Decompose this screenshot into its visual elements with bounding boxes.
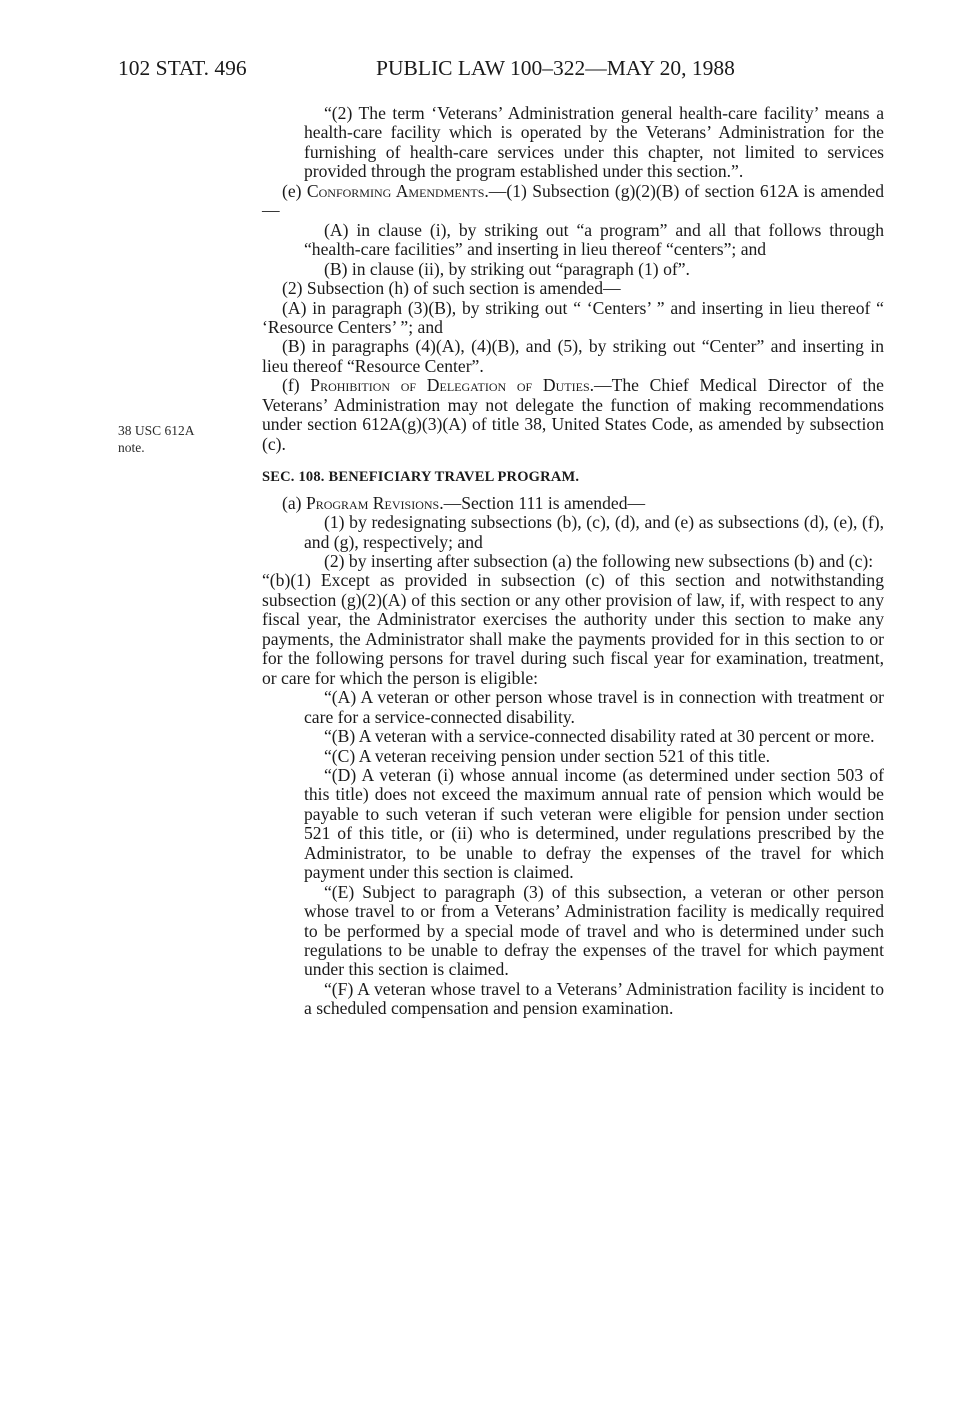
clause-a-centers: (A) in paragraph (3)(B), by striking out “ ‘Centers’ ” and inserting in lieu thereof “ ‘Resource Centers’ ”; and <box>262 297 884 337</box>
clause-b: (B) in clause (ii), by striking out “paragraph (1) of”. <box>324 258 690 279</box>
subsection-label: (f) <box>282 375 311 396</box>
section-heading: SEC. 108. BENEFICIARY TRAVEL PROGRAM. <box>262 469 580 486</box>
clause-b-resource-center: (B) in paragraphs (4)(A), (4)(B), and (5), by striking out “Center” and inserting in lieu thereof “Resource Center”. <box>262 336 884 376</box>
subsection-heading: Conforming Amendments <box>306 180 485 201</box>
paragraph-program-revisions <box>262 494 884 513</box>
item-f: “(F) A veteran whose travel to a Veterans’ Administration facility is incident to a scheduled compensation and pension examination. <box>304 978 884 1019</box>
subsection-label: (e) <box>282 180 307 201</box>
margin-note-suffix: note. <box>118 440 145 455</box>
paragraph-definition: “(2) The term ‘Veterans’ Administration general health-care facility’ means a health-care facility which is operated by the Veterans’ Administration for the furnishing of health-care services under this chapter, not limited to services provided through the program established under this section.”. <box>304 103 884 182</box>
item-a: “(A) A veteran or other person whose travel is in connection with treatment or care for a service-connected disability. <box>304 687 884 727</box>
subsection-text: .—(1) Subsection (g)(2)(B) of section 612A is amended— <box>262 180 884 221</box>
margin-note <box>118 422 195 456</box>
amendment-2: (2) by inserting after subsection (a) the following new subsections (b) and (c): <box>324 550 874 571</box>
running-head: PUBLIC LAW 100–322—MAY 20, 1988 <box>376 56 735 80</box>
item-b: “(B) A veteran with a service-connected disability rated at 30 percent or more. <box>324 726 875 747</box>
subsection-text: .—Section 111 is amended— <box>439 492 646 513</box>
subsection-heading: Prohibition of Delegation of Duties <box>310 375 590 396</box>
body-text <box>262 104 884 1019</box>
paragraph-subsection-h: (2) Subsection (h) of such section is amended— <box>282 278 621 299</box>
subsection-heading: Program Revisions <box>305 492 440 513</box>
margin-note-citation: 38 USC 612A <box>118 423 195 438</box>
paragraph-b1: “(b)(1) Except as provided in subsection (c) of this section and notwithstanding subsection (g)(2)(A) of this section or any other provision of law, if, with respect to any fiscal year, the Administrator exercises the authority under this section to make any payments, the Administrator shall make the payments provided for in this section to or for the following persons for travel during such fiscal year for examination, treatment, or care for which the person is eligible: <box>262 570 884 688</box>
paragraph-prohibition <box>262 376 884 454</box>
page-header <box>0 56 958 86</box>
paragraph-conforming-amendments <box>262 182 884 221</box>
item-d: “(D) A veteran (i) whose annual income (as determined under section 503 of this title) does not exceed the maximum annual rate of pension which would be payable to such veteran if such veteran were eligible for pension under section 521 of this title, or (ii) who is determined, under regulations prescribed by the Administrator, to be unable to defray the expenses of the travel for which payment under this section is claimed. <box>304 764 884 883</box>
amendment-1: (1) by redesignating subsections (b), (c), (d), and (e) as subsections (d), (e), (f), and (g), respectively; and <box>304 512 884 552</box>
subsection-label: (a) <box>282 492 306 513</box>
item-e: “(E) Subject to paragraph (3) of this subsection, a veteran or other person whose travel to or from a Veterans’ Administration facility is medically required to be performed by a special mode of travel and who is determined under such regulations to be unable to defray the expenses of the travel for which payment under this section is claimed. <box>304 881 884 980</box>
item-c: “(C) A veteran receiving pension under section 521 of this title. <box>324 745 771 766</box>
stat-page-number: 102 STAT. 496 <box>118 56 247 80</box>
subsection-text: .—The Chief Medical Director of the Veterans’ Administration may not delegate the function of making recommendations under section 612A(g)(3)(A) of title 38, United States Code, as amended by subsection (c). <box>262 375 884 454</box>
clause-a: (A) in clause (i), by striking out “a program” and all that follows through “health-care facilities” and inserting in lieu thereof “centers”; and <box>304 219 884 260</box>
